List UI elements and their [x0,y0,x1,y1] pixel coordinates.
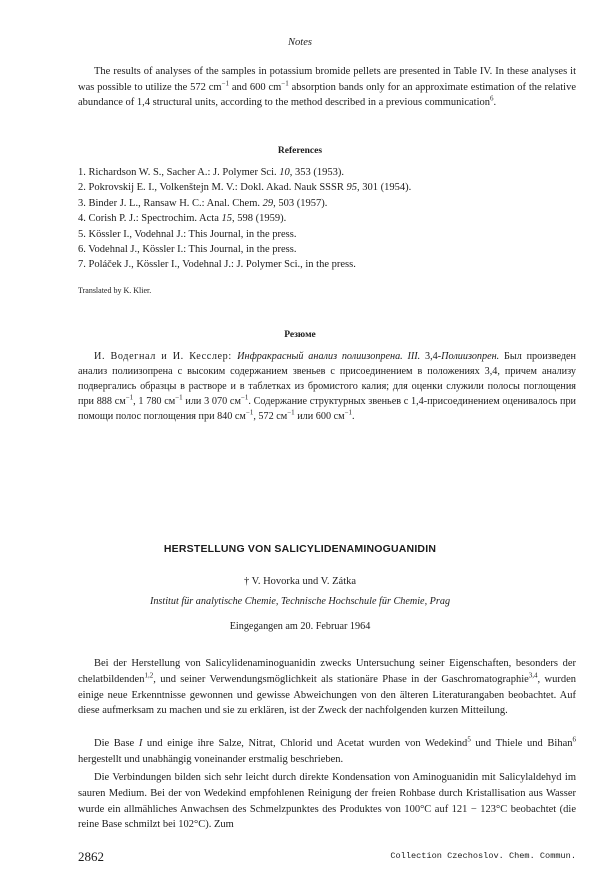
translator-note: Translated by K. Klier. [78,286,152,295]
reference-item [78,211,576,226]
article-text: Die Base [94,738,139,749]
article-authors: † V. Hovorka und V. Zátka [243,576,357,587]
resume-sup: −1 [344,408,353,417]
references-heading: References [277,146,323,156]
article-paragraph-2 [78,736,576,768]
intro-text-4: . [493,97,497,108]
ref-tail: , 353 (1953). [289,167,344,178]
article-text: Die Verbindungen bilden sich sehr leicht durch direkte Kondensation von Aminoguanidin mit Salicylaldehyd im sauren Medium. Bei der von Wedekind empfohlenen Reinigung der freien Rohbase durch Kristallisation aus Wasser wurde ein allmähliches Anwachsen des Schmelzpunktes des Produktes von 100°C auf 121 − 123°C beobachtet (die reine Base schmilzt bei 102°C). Zum [78,772,576,831]
article-title: HERSTELLUNG VON SALICYLIDENAMINOGUANIDIN [163,543,437,555]
ref-volume: 10 [279,167,290,178]
intro-sup-1: −1 [221,79,230,87]
ref-num: 6. [78,244,86,256]
ref-volume: 95 [346,182,357,194]
ref-tail: , 301 (1954). [356,182,412,194]
resume-sup: −1 [287,408,295,417]
reference-item [78,165,576,180]
intro-sup-3: 6 [490,94,494,103]
resume-text: , 1 780 см [133,396,176,407]
resume-title-tail: 3,4- [420,351,442,362]
article-text: und Thiele und Bihan [470,738,573,749]
ref-text: Corish P. J.: Spectrochim. Acta [85,213,222,225]
resume-text: или 3 070 см [182,396,241,407]
article-text: und einige ihre Salze, Nitrat, Chlorid und Acetat wurden von Wedekind [142,738,468,749]
citation-sup: 1,2 [144,671,154,680]
compound-label: I [138,738,143,749]
ref-volume: 15 [221,213,232,225]
article-text: hergestellt und unabhängig voneinander erstmalig beschrieben. [78,753,344,765]
ref-tail: , 598 (1959). [232,213,287,225]
citation-sup: 6 [572,735,576,744]
ref-num: 2. [78,182,86,194]
resume-title-2: Полиизопрен. [441,351,500,362]
resume-title: Инфракрасный анализ полиизопрена. III. [237,351,421,362]
ref-num: 3. [78,197,86,209]
article-received-date: Eingegangen am 20. Februar 1964 [229,621,371,632]
reference-item [78,196,576,211]
ref-num: 1. [78,167,86,178]
intro-text-3: absorption bands only for an approximate estimation of the relative abundance of 1,4 structural units, according to the method described in a previous communication [78,81,577,108]
article-text: , und seiner Verwendungsmöglichkeit als stationäre Phase in der Gaschromatographie [153,673,529,685]
resume-text: или 600 см [294,411,345,422]
reference-item [78,257,576,272]
article-text: , wurden einige neue Erkenntnisse gewonnen und gewisse Abweichungen von den älteren Literaturangaben beobachtet. Auf diese aufmerksam zu machen und sie zu erklären, ist der Zweck der nachfolgenden kurzen Mitteilung. [78,673,576,717]
citation-sup: 3,4 [528,671,538,680]
ref-text: Kössler I., Vodehnal J.: This Journal, in the press. [85,228,297,240]
intro-text-2: and 600 cm [229,81,282,93]
resume-text: , 572 см [253,411,288,422]
running-header: Notes [288,37,312,48]
ref-text: Binder J. L., Ransaw H. C.: Anal. Chem. [85,197,263,209]
citation-sup: 5 [467,735,471,744]
reference-item [78,180,576,195]
journal-name: Collection Czechoslov. Chem. Commun. [390,851,576,861]
intro-text-1: The results of analyses of the samples in potassium bromide pellets are presented in Table IV. In these analyses it was possible to utilize the 572 cm [78,66,576,93]
ref-text: Vodehnal J., Kössler I.: This Journal, in the press. [85,244,297,256]
resume-text: Был произведен анализ полиизопрена с высоким содержанием звеньев с присоединением в положениях 3,4, причем анализу подвергались образцы в растворе и в таблетках из бромистого калия; для оценки служили полосы поглощения при 888 см [78,351,576,407]
resume-sup: −1 [125,393,134,402]
resume-sup: −1 [240,393,249,402]
reference-item [78,242,576,257]
ref-volume: 29 [262,197,274,209]
ref-num: 7. [78,259,86,271]
article-paragraph-3 [78,770,576,833]
resume-authors: И. Водегнал и И. Кесслер: [94,351,238,362]
ref-tail: , 503 (1957). [273,197,328,209]
ref-text: Richardson W. S., Sacher A.: J. Polymer Sci. [85,167,280,178]
article-text: Bei der Herstellung von Salicylidenaminoguanidin zwecks Untersuchung seiner Eigenschaften, besonders der chelatbildenden [78,658,576,685]
article-institute: Institut für analytische Chemie, Technische Hochschule für Chemie, Prag [149,596,451,607]
ref-text: Pokrovskij E. I., Volkenštejn M. V.: Dokl. Akad. Nauk SSSR [85,182,347,194]
page-number: 2862 [78,849,104,864]
intro-paragraph [78,64,576,111]
resume-paragraph [78,349,576,424]
article-paragraph-1 [78,656,576,719]
resume-text: . Содержание структурных звеньев с 1,4-присоединением оценивалось при помощи полос поглощения при 840 см [78,396,577,422]
ref-num: 5. [78,228,86,240]
ref-text: Poláček J., Kössler I., Vodehnal J.: J. Polymer Sci., in the press. [85,259,356,271]
resume-text: . [352,411,355,422]
reference-item [78,227,576,242]
references-list [78,165,576,273]
resume-sup: −1 [245,408,254,417]
resume-sup: −1 [175,393,183,402]
resume-heading: Резюме [284,330,316,340]
intro-sup-2: −1 [281,79,289,87]
ref-num: 4. [78,213,86,225]
